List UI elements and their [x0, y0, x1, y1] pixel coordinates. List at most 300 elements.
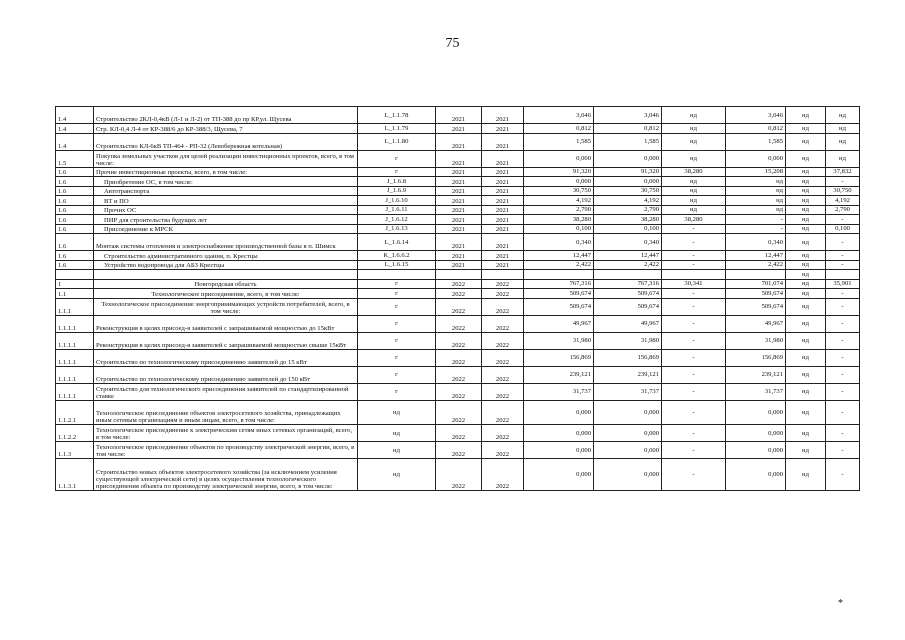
row-year-start: 2021	[436, 205, 482, 215]
row-value-5: нд	[786, 177, 826, 187]
row-value-2: 31,980	[594, 332, 662, 349]
row-id: L_1.1.78	[358, 107, 436, 124]
row-value-total: 0,000	[524, 150, 594, 167]
row-name: Технологическое присоединение объектов по производству электрической энергии, всего, в том числе:	[94, 442, 358, 459]
row-value-6: 0,100	[826, 224, 860, 234]
row-code: 1.1.1.1	[56, 349, 94, 366]
row-value-5: нд	[786, 279, 826, 289]
row-id: J_1.6.13	[358, 224, 436, 234]
row-value-4: 3,046	[726, 107, 786, 124]
row-value-3: -	[662, 298, 726, 315]
row-year-start: 2022	[436, 332, 482, 349]
row-code: 1.5	[56, 150, 94, 167]
row-value-total: 0,000	[524, 177, 594, 187]
row-value-2: 12,447	[594, 251, 662, 261]
table-row	[56, 442, 860, 459]
row-year-start	[436, 270, 482, 280]
row-value-5: нд	[786, 289, 826, 299]
row-value-5: нд	[786, 224, 826, 234]
row-year-end: 2021	[482, 260, 524, 270]
row-year-end: 2022	[482, 332, 524, 349]
row-name: Устройство водопровода для АБЗ Крестцы	[94, 260, 358, 270]
table-row	[56, 270, 860, 280]
row-value-3: -	[662, 383, 726, 400]
row-year-start: 2021	[436, 133, 482, 150]
row-value-6: нд	[826, 133, 860, 150]
row-value-4: -	[726, 224, 786, 234]
row-value-2: 3,046	[594, 107, 662, 124]
row-value-6: нд	[826, 107, 860, 124]
row-year-start: 2021	[436, 260, 482, 270]
row-value-total: 0,000	[524, 459, 594, 491]
row-value-3: -	[662, 289, 726, 299]
row-value-total: 49,967	[524, 315, 594, 332]
row-year-start: 2022	[436, 400, 482, 425]
row-value-3: 38,280	[662, 167, 726, 177]
row-code: 1.6	[56, 167, 94, 177]
row-id: K_1.6.6.2	[358, 251, 436, 261]
row-value-total: 2,422	[524, 260, 594, 270]
table-row	[56, 298, 860, 315]
row-id: г	[358, 332, 436, 349]
row-value-5: нд	[786, 260, 826, 270]
row-value-5: нд	[786, 442, 826, 459]
row-value-4: 49,967	[726, 315, 786, 332]
row-code: 1.1.1.1	[56, 315, 94, 332]
row-value-3	[662, 270, 726, 280]
row-year-end: 2021	[482, 177, 524, 187]
row-code: 1.1.1.1	[56, 332, 94, 349]
row-year-start: 2021	[436, 234, 482, 251]
row-value-6: нд	[826, 150, 860, 167]
row-value-6: -	[826, 442, 860, 459]
row-value-5: нд	[786, 332, 826, 349]
row-value-3: нд	[662, 177, 726, 187]
row-code: 1.6	[56, 260, 94, 270]
row-value-6: -	[826, 315, 860, 332]
row-name: Строительство новых объектов электросетевого хозяйства (за исключением усиления существующей электрической сети) в целях осуществления технологического присоединения объекта по производству электрической энергии, всего, в том числе:	[94, 459, 358, 491]
row-value-3: -	[662, 224, 726, 234]
row-code: 1.6	[56, 251, 94, 261]
row-value-6: -	[826, 215, 860, 225]
row-id: L_1.6.14	[358, 234, 436, 251]
footnote-mark: *	[838, 598, 843, 609]
row-value-2: 91,320	[594, 167, 662, 177]
row-name: Прочих ОС	[94, 205, 358, 215]
row-value-4: 509,674	[726, 298, 786, 315]
row-value-total: 3,046	[524, 107, 594, 124]
row-year-end: 2021	[482, 196, 524, 206]
row-value-4: 0,340	[726, 234, 786, 251]
row-name: Реконструкция в целях присоед-я заявителей с запрашиваемой мощностью свыше 15кВт	[94, 332, 358, 349]
row-value-3: -	[662, 260, 726, 270]
row-id: нд	[358, 459, 436, 491]
row-year-start: 2021	[436, 215, 482, 225]
table-row	[56, 251, 860, 261]
row-name: Технологическое присоединение объектов электросетевого хозяйства, принадлежащих иным сетевым организациям и иным лицам, всего, в том числе:	[94, 400, 358, 425]
row-code: 1.1.3.1	[56, 459, 94, 491]
row-value-6: -	[826, 234, 860, 251]
row-id: г	[358, 315, 436, 332]
row-value-total: 509,674	[524, 298, 594, 315]
row-year-end: 2021	[482, 107, 524, 124]
row-year-end: 2021	[482, 215, 524, 225]
table-row	[56, 315, 860, 332]
row-name: ПИР для строительства будущих лет	[94, 215, 358, 225]
row-id: г	[358, 383, 436, 400]
row-value-5: нд	[786, 234, 826, 251]
row-value-5: нд	[786, 107, 826, 124]
row-value-3: нд	[662, 196, 726, 206]
row-name: Строительство по технологическому присоединению заявителей до 15 кВт	[94, 349, 358, 366]
row-year-end: 2022	[482, 279, 524, 289]
row-value-5: нд	[786, 205, 826, 215]
row-value-3: нд	[662, 186, 726, 196]
row-value-6: -	[826, 332, 860, 349]
row-year-end: 2021	[482, 150, 524, 167]
row-value-3: -	[662, 366, 726, 383]
row-value-total: 0,000	[524, 400, 594, 425]
row-year-end: 2022	[482, 298, 524, 315]
row-year-start: 2022	[436, 289, 482, 299]
row-code: 1.6	[56, 177, 94, 187]
row-value-6: -	[826, 260, 860, 270]
row-value-4: 0,000	[726, 442, 786, 459]
table-row	[56, 196, 860, 206]
row-value-4: 156,869	[726, 349, 786, 366]
row-year-start: 2021	[436, 224, 482, 234]
row-year-end	[482, 270, 524, 280]
table-row	[56, 279, 860, 289]
row-name: Стр. КЛ-0,4 Л-4 от КР-388/6 до КР-388/3, Щусева, 7	[94, 124, 358, 134]
row-value-2: 156,869	[594, 349, 662, 366]
row-code: 1.1.2.2	[56, 425, 94, 442]
row-code: 1.1.1	[56, 298, 94, 315]
row-value-5: нд	[786, 366, 826, 383]
row-value-total: 0,812	[524, 124, 594, 134]
row-value-6: 2,790	[826, 205, 860, 215]
row-value-total: 0,340	[524, 234, 594, 251]
row-value-3: -	[662, 400, 726, 425]
row-value-3: -	[662, 315, 726, 332]
row-year-start: 2022	[436, 298, 482, 315]
row-value-total: 0,000	[524, 425, 594, 442]
row-code: 1.6	[56, 224, 94, 234]
row-name: Технологическое присоединение к электрическим сетям иных сетевых организаций, всего, в том числе:	[94, 425, 358, 442]
row-year-end: 2022	[482, 425, 524, 442]
row-value-5: нд	[786, 196, 826, 206]
row-name: Автотранспорта	[94, 186, 358, 196]
row-value-6: 30,750	[826, 186, 860, 196]
row-value-6: -	[826, 383, 860, 400]
row-id: L_1.1.79	[358, 124, 436, 134]
row-year-end: 2021	[482, 234, 524, 251]
row-value-2: 0,100	[594, 224, 662, 234]
row-value-4: 2,422	[726, 260, 786, 270]
row-name	[94, 270, 358, 280]
row-value-5: нд	[786, 349, 826, 366]
row-value-5: нд	[786, 251, 826, 261]
row-value-total: 31,980	[524, 332, 594, 349]
row-value-2: 49,967	[594, 315, 662, 332]
table-row	[56, 133, 860, 150]
row-year-start: 2021	[436, 167, 482, 177]
row-id: L_1.6.15	[358, 260, 436, 270]
row-value-5: нд	[786, 315, 826, 332]
row-value-total: 767,316	[524, 279, 594, 289]
row-value-6: нд	[826, 124, 860, 134]
row-year-start: 2022	[436, 442, 482, 459]
row-value-4: 0,812	[726, 124, 786, 134]
row-id: г	[358, 366, 436, 383]
row-value-4: нд	[726, 186, 786, 196]
row-id: нд	[358, 400, 436, 425]
row-value-6: 37,832	[826, 167, 860, 177]
row-value-6: 4,192	[826, 196, 860, 206]
row-id: нд	[358, 442, 436, 459]
row-name: Новгородская область	[94, 279, 358, 289]
row-value-total: 2,790	[524, 205, 594, 215]
row-value-total: 0,100	[524, 224, 594, 234]
row-value-5: нд	[786, 298, 826, 315]
row-year-end: 2022	[482, 459, 524, 491]
row-value-5: нд	[786, 150, 826, 167]
row-code	[56, 270, 94, 280]
row-value-2: 509,674	[594, 298, 662, 315]
row-year-start: 2022	[436, 366, 482, 383]
row-year-end: 2021	[482, 186, 524, 196]
row-value-6: -	[826, 298, 860, 315]
row-code: 1.1.1.1	[56, 366, 94, 383]
row-code: 1.1.1.1	[56, 383, 94, 400]
row-value-2: 0,000	[594, 150, 662, 167]
row-code: 1.6	[56, 215, 94, 225]
row-value-2: 0,000	[594, 442, 662, 459]
row-value-6: -	[826, 177, 860, 187]
row-name: Присоединение к МРСК	[94, 224, 358, 234]
table-row	[56, 289, 860, 299]
row-value-4: 31,980	[726, 332, 786, 349]
row-value-2: 0,000	[594, 177, 662, 187]
row-id: нд	[358, 425, 436, 442]
row-value-total: 38,280	[524, 215, 594, 225]
table-row	[56, 400, 860, 425]
table-row	[56, 224, 860, 234]
table-row	[56, 167, 860, 177]
row-name: Строительство 2КЛ-0,4кВ (Л-1 и Л-2) от ТП-388 до пр КР,ул. Щусева	[94, 107, 358, 124]
row-id: г	[358, 167, 436, 177]
row-value-3: нд	[662, 107, 726, 124]
table-row	[56, 150, 860, 167]
row-value-5: нд	[786, 167, 826, 177]
table-row	[56, 107, 860, 124]
row-name: Технологическое присоединение энергопринимающих устройств потребителей, всего, в том числе:	[94, 298, 358, 315]
row-value-total: 509,674	[524, 289, 594, 299]
table-row	[56, 205, 860, 215]
row-name: Строительство КЛ-6кВ ТП-464 - РП-32 (Левобережная котельная)	[94, 133, 358, 150]
row-value-2: 2,422	[594, 260, 662, 270]
row-code: 1	[56, 279, 94, 289]
row-id: J_1.6.12	[358, 215, 436, 225]
row-value-6: 35,901	[826, 279, 860, 289]
row-value-4: 0,000	[726, 150, 786, 167]
row-value-4: нд	[726, 205, 786, 215]
investment-table	[55, 106, 860, 491]
row-value-total: 0,000	[524, 442, 594, 459]
row-value-4: 0,000	[726, 425, 786, 442]
row-year-end: 2021	[482, 133, 524, 150]
row-code: 1.6	[56, 234, 94, 251]
row-year-start: 2021	[436, 251, 482, 261]
row-code: 1.6	[56, 186, 94, 196]
row-year-end: 2022	[482, 315, 524, 332]
row-value-3: -	[662, 349, 726, 366]
row-value-4: 509,674	[726, 289, 786, 299]
row-id: J_1.6.10	[358, 196, 436, 206]
row-value-6: -	[826, 349, 860, 366]
row-value-4: 0,000	[726, 400, 786, 425]
row-code: 1.6	[56, 196, 94, 206]
row-year-end: 2022	[482, 383, 524, 400]
row-value-2: 0,812	[594, 124, 662, 134]
row-value-6	[826, 270, 860, 280]
row-code: 1.4	[56, 133, 94, 150]
row-value-2: 2,790	[594, 205, 662, 215]
row-value-5: нд	[786, 400, 826, 425]
row-value-6: -	[826, 251, 860, 261]
row-year-start: 2022	[436, 279, 482, 289]
row-value-4: 15,208	[726, 167, 786, 177]
row-year-start: 2021	[436, 107, 482, 124]
row-value-4: 12,447	[726, 251, 786, 261]
row-name: Реконструкция в целях присоед-я заявителей с запрашиваемой мощностью до 15кВт	[94, 315, 358, 332]
row-id: г	[358, 298, 436, 315]
row-value-2: 0,000	[594, 425, 662, 442]
table-row	[56, 366, 860, 383]
row-year-start: 2021	[436, 124, 482, 134]
row-code: 1.1.2.1	[56, 400, 94, 425]
row-year-end: 2022	[482, 400, 524, 425]
row-value-2: 0,000	[594, 459, 662, 491]
row-value-3: -	[662, 459, 726, 491]
row-value-total: 156,869	[524, 349, 594, 366]
row-value-total: 12,447	[524, 251, 594, 261]
row-year-start: 2021	[436, 186, 482, 196]
table-row	[56, 349, 860, 366]
row-year-end: 2022	[482, 366, 524, 383]
row-value-4: 239,121	[726, 366, 786, 383]
row-value-total	[524, 270, 594, 280]
table-row	[56, 425, 860, 442]
row-value-total: 4,192	[524, 196, 594, 206]
row-value-3: 38,280	[662, 215, 726, 225]
row-year-end: 2022	[482, 349, 524, 366]
row-value-6: -	[826, 459, 860, 491]
row-year-start: 2021	[436, 177, 482, 187]
row-value-total: 239,121	[524, 366, 594, 383]
row-name: Приобретение ОС, в том числе:	[94, 177, 358, 187]
row-value-2: 0,340	[594, 234, 662, 251]
row-value-3: 30,341	[662, 279, 726, 289]
row-id: г	[358, 279, 436, 289]
table-row	[56, 260, 860, 270]
row-year-end: 2022	[482, 289, 524, 299]
row-year-end: 2022	[482, 442, 524, 459]
row-value-2: 767,316	[594, 279, 662, 289]
investment-table-sheet	[55, 106, 859, 491]
row-value-4: 701,074	[726, 279, 786, 289]
row-value-2: 1,585	[594, 133, 662, 150]
table-row	[56, 332, 860, 349]
row-year-start: 2021	[436, 196, 482, 206]
row-id: г	[358, 289, 436, 299]
row-value-5: нд	[786, 124, 826, 134]
row-value-total: 30,750	[524, 186, 594, 196]
row-value-2: 4,192	[594, 196, 662, 206]
row-value-3: -	[662, 332, 726, 349]
row-value-2: 509,674	[594, 289, 662, 299]
row-id	[358, 270, 436, 280]
row-value-2: 31,737	[594, 383, 662, 400]
table-row	[56, 124, 860, 134]
row-name: Строительство административного здания, п. Крестцы	[94, 251, 358, 261]
row-value-5: нд	[786, 270, 826, 280]
row-value-5: нд	[786, 133, 826, 150]
row-value-total: 91,320	[524, 167, 594, 177]
table-body	[56, 107, 860, 491]
row-value-4: -	[726, 215, 786, 225]
table-row	[56, 383, 860, 400]
row-value-4: 1,585	[726, 133, 786, 150]
row-id: г	[358, 349, 436, 366]
table-row	[56, 177, 860, 187]
row-year-start: 2022	[436, 425, 482, 442]
row-code: 1.1.3	[56, 442, 94, 459]
row-name: Прочие инвестиционные проекты, всего, в том числе:	[94, 167, 358, 177]
row-value-4: нд	[726, 177, 786, 187]
row-name: Строительство для технологического присоединения заявителей по стандартизированной ставке	[94, 383, 358, 400]
row-code: 1.1	[56, 289, 94, 299]
table-row	[56, 186, 860, 196]
row-value-6: -	[826, 289, 860, 299]
row-value-4: 0,000	[726, 459, 786, 491]
row-value-total: 1,585	[524, 133, 594, 150]
row-value-5: нд	[786, 459, 826, 491]
page-number: 75	[445, 36, 460, 51]
row-id: J_1.6.8	[358, 177, 436, 187]
row-year-end: 2021	[482, 224, 524, 234]
row-year-end: 2021	[482, 251, 524, 261]
row-year-start: 2022	[436, 349, 482, 366]
row-value-total: 31,737	[524, 383, 594, 400]
row-value-5: нд	[786, 383, 826, 400]
row-name: Строительство по технологическому присоединению заявителей до 150 кВт	[94, 366, 358, 383]
row-year-start: 2022	[436, 459, 482, 491]
row-value-2: 239,121	[594, 366, 662, 383]
row-value-2: 38,280	[594, 215, 662, 225]
row-name: Покупка земельных участков для целей реализации инвестиционных проектов, всего, в том числе:	[94, 150, 358, 167]
row-id: L_1.1.80	[358, 133, 436, 150]
row-code: 1.4	[56, 107, 94, 124]
row-value-6: -	[826, 366, 860, 383]
row-value-6: -	[826, 400, 860, 425]
row-year-end: 2021	[482, 167, 524, 177]
row-code: 1.4	[56, 124, 94, 134]
table-row	[56, 215, 860, 225]
row-year-end: 2021	[482, 205, 524, 215]
row-value-2: 0,000	[594, 400, 662, 425]
row-value-2	[594, 270, 662, 280]
